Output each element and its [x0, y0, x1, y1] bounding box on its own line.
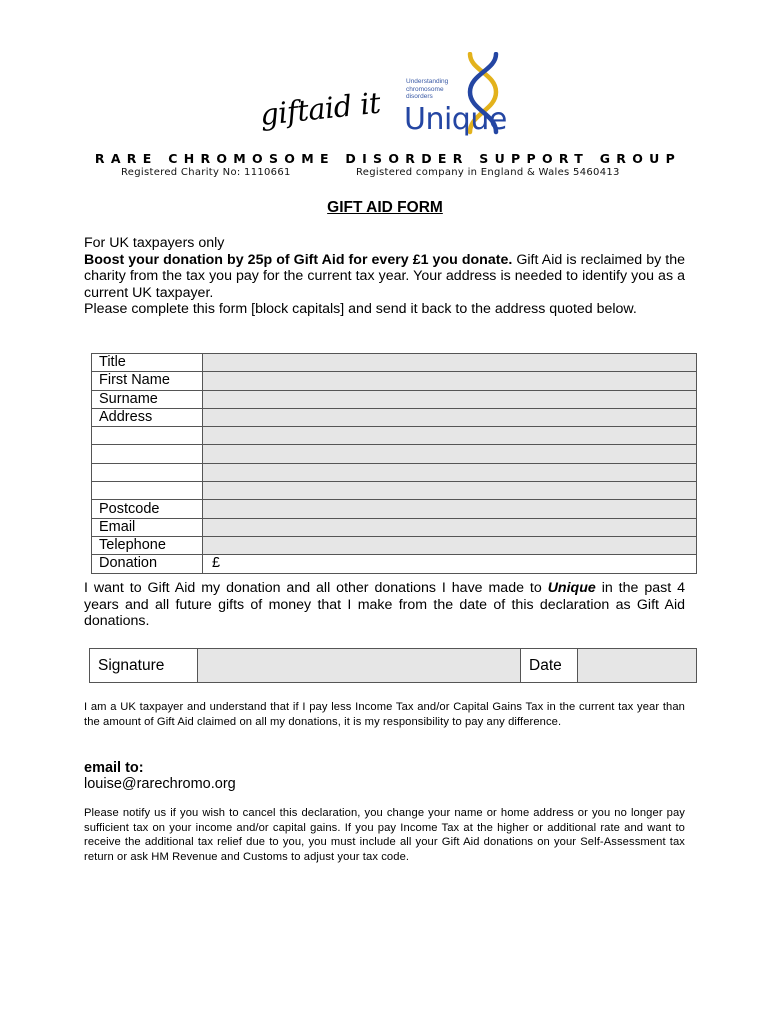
boost-bold: Boost your donation by 25p of Gift Aid for every £1 you donate. — [84, 251, 513, 268]
contact-email-link[interactable]: louise@rarechromo.org — [84, 776, 236, 792]
table-row — [92, 555, 697, 573]
table-row — [92, 427, 697, 445]
table-row — [92, 445, 697, 463]
unique-logo — [400, 52, 515, 138]
declaration-text — [84, 580, 685, 630]
telephone-field[interactable] — [203, 536, 697, 554]
field-label: Postcode — [92, 500, 203, 518]
date-field[interactable] — [578, 649, 697, 683]
notify-note: Please notify us if you wish to cancel this declaration, you change your name or home address or you no longer pay sufficient tax on your income and/or capital gains. If you pay Income Tax at the higher or additional rate and want to receive the additional tax relief due to you, you must include all your Gift Aid donations on your Self-Assessment tax return or ask HM Revenue and Customs to adjust your tax code. — [84, 807, 685, 863]
table-row — [92, 482, 697, 500]
email-field[interactable] — [203, 518, 697, 536]
field-label: Email — [92, 518, 203, 536]
date-label: Date — [521, 649, 578, 683]
field-label: Title — [92, 354, 203, 372]
field-label: Donation — [92, 555, 203, 573]
complete-instruction: Please complete this form [block capitals] and send it back to the address quoted below. — [84, 301, 637, 317]
email-heading: email to: — [84, 760, 144, 776]
field-label: Telephone — [92, 536, 203, 554]
unique-tagline — [406, 78, 448, 101]
first-name-field[interactable] — [203, 372, 697, 390]
table-row — [92, 518, 697, 536]
address-field-3[interactable] — [203, 445, 697, 463]
surname-field[interactable] — [203, 390, 697, 408]
address-field-2[interactable] — [203, 427, 697, 445]
field-label — [92, 463, 203, 481]
table-row — [92, 408, 697, 426]
donation-field[interactable]: £ — [203, 555, 697, 573]
taxpayer-statement: I am a UK taxpayer and understand that if I pay less Income Tax and/or Capital Gains Tax in the current tax year than the amount of Gift Aid claimed on all my donations, it is my responsibility to pay any difference. — [84, 701, 685, 728]
address-field-4[interactable] — [203, 463, 697, 481]
boost-rest: Gift Aid is reclaimed by the charity from the tax you pay for the current tax year. Your address is needed to identify you as a current UK taxpayer. — [84, 251, 685, 301]
title-field[interactable] — [203, 354, 697, 372]
field-label — [92, 445, 203, 463]
table-row — [92, 354, 697, 372]
boost-paragraph — [84, 252, 685, 302]
declaration-after: in the past 4 years and all future gifts of money that I make from the date of this declaration as Gift Aid donations. — [84, 580, 685, 629]
field-label: Surname — [92, 390, 203, 408]
signature-table — [89, 648, 697, 683]
field-label: First Name — [92, 372, 203, 390]
declaration-before: I want to Gift Aid my donation and all other donations I have made to — [84, 580, 548, 596]
signature-field[interactable] — [198, 649, 521, 683]
declaration-unique: Unique — [547, 580, 596, 596]
page-title: GIFT AID FORM — [327, 199, 443, 216]
tagline-line: chromosome — [406, 85, 444, 93]
tagline-line: Understanding — [406, 78, 449, 85]
table-row — [92, 536, 697, 554]
intro-text — [84, 235, 685, 318]
table-row — [90, 649, 697, 683]
tagline-line: disorders — [406, 93, 433, 100]
signature-label: Signature — [90, 649, 198, 683]
table-row — [92, 390, 697, 408]
table-row — [92, 463, 697, 481]
field-label — [92, 427, 203, 445]
postcode-field[interactable] — [203, 500, 697, 518]
field-label: Address — [92, 408, 203, 426]
donor-details-table — [91, 353, 697, 574]
giftaid-logo: giftaid it — [258, 85, 382, 132]
field-label — [92, 482, 203, 500]
address-field-5[interactable] — [203, 482, 697, 500]
intro-line: For UK taxpayers only — [84, 235, 225, 251]
address-field-1[interactable] — [203, 408, 697, 426]
table-row — [92, 372, 697, 390]
unique-wordmark: Unique — [404, 102, 507, 137]
org-name: RARE CHROMOSOME DISORDER SUPPORT GROUP — [94, 151, 682, 166]
company-number: Registered company in England & Wales 5460413 — [356, 167, 620, 178]
charity-number: Registered Charity No: 1110661 — [121, 167, 291, 178]
table-row — [92, 500, 697, 518]
